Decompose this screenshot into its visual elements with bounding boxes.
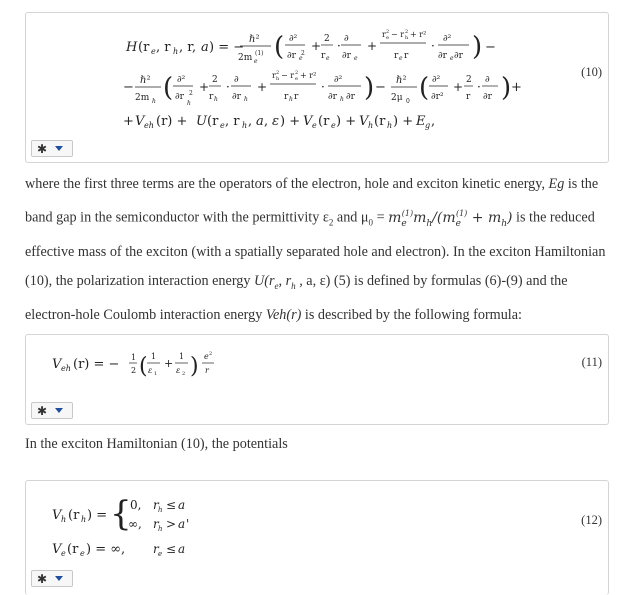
- paragraph-text: where the first three terms are the operators of the electron, hole and exciton kinetic energy, Eg is the band gap in the semiconductor with the permittivity $\varepsilon_2$ and $\mu_0 = m_e^{(1)}m_h/(m_e^{(1)} + m_h)$ is the reduced effective mass of the exciton (with a spatially separated hole and electron). In the exciton Hamiltonian (10), the polarization interaction energy $U(r_e$, $r_h$ , a, ε) (5) is defined by formulas (6)-(9) and the electron-hole Coulomb interaction energy Veh(r) is described by the following formula:: [25, 176, 606, 324]
- svg-text:h: h: [61, 515, 67, 524]
- svg-text:0,: 0,: [130, 498, 142, 512]
- svg-text:0: 0: [406, 98, 410, 105]
- svg-text:V: V: [52, 357, 62, 372]
- svg-text:V: V: [135, 114, 145, 129]
- svg-text:r: r: [382, 30, 386, 39]
- gear-icon: ✱: [37, 403, 48, 418]
- svg-text:·: ·: [431, 39, 435, 53]
- svg-text:2: 2: [131, 366, 137, 375]
- svg-text:(: (: [274, 32, 285, 62]
- svg-text:2: 2: [276, 70, 280, 76]
- svg-text:∂: ∂: [344, 34, 349, 44]
- svg-text:g: g: [425, 121, 431, 130]
- svg-text:≤: ≤: [166, 542, 177, 556]
- svg-text:, r: , r: [156, 40, 171, 55]
- svg-text:) +: ) +: [280, 114, 301, 129]
- svg-text:h: h: [276, 76, 280, 82]
- svg-text:a: a: [178, 498, 186, 512]
- svg-text:∂r: ∂r: [483, 92, 492, 102]
- svg-text:) = ∞,: ) = ∞,: [86, 542, 126, 557]
- svg-text:∞,: ∞,: [128, 517, 142, 531]
- svg-text:− r: − r: [281, 71, 295, 80]
- svg-text:2: 2: [182, 371, 186, 377]
- svg-text:e: e: [158, 550, 163, 558]
- svg-text:∂r: ∂r: [438, 51, 447, 61]
- svg-text:,: ,: [431, 114, 436, 129]
- svg-text:e: e: [312, 121, 317, 130]
- svg-text:1: 1: [179, 352, 185, 361]
- svg-text:+: +: [511, 80, 522, 95]
- svg-text:e: e: [220, 121, 225, 130]
- svg-text:r: r: [294, 92, 299, 102]
- svg-text:r: r: [272, 71, 276, 80]
- svg-text:2m: 2m: [238, 53, 253, 63]
- svg-text:−: −: [485, 40, 496, 55]
- svg-text:) = −: ) = −: [209, 40, 245, 55]
- chevron-down-icon: [55, 576, 63, 581]
- svg-text:∂r: ∂r: [346, 92, 355, 102]
- svg-text:V: V: [303, 114, 313, 129]
- reduced-mass-formula: $m_e^{(1)}m_h/(m_e^{(1)} + m_h)$: [388, 209, 513, 229]
- svg-text:(r) +: (r) +: [156, 114, 188, 129]
- math-menu-button[interactable]: [31, 402, 73, 419]
- svg-text:h: h: [187, 100, 191, 107]
- svg-text:2: 2: [466, 75, 472, 85]
- svg-text:2: 2: [295, 70, 299, 76]
- svg-text:a: a: [178, 542, 186, 556]
- svg-text:e: e: [450, 55, 454, 62]
- equation-box-10: [25, 12, 609, 163]
- svg-text:r: r: [394, 51, 399, 61]
- svg-text:2m: 2m: [135, 93, 150, 103]
- svg-text:(r: (r: [68, 508, 80, 523]
- svg-text:h: h: [387, 121, 393, 130]
- svg-text:·: ·: [337, 39, 341, 53]
- svg-text:∂: ∂: [485, 75, 490, 85]
- svg-text:+: +: [257, 80, 268, 94]
- svg-text:,: ,: [248, 114, 253, 129]
- svg-text:h: h: [158, 525, 163, 533]
- equation-12: [50, 491, 280, 565]
- svg-text:h: h: [173, 47, 179, 56]
- svg-text:2: 2: [212, 75, 218, 85]
- equation-box-11: [25, 334, 609, 425]
- svg-text:ℏ²: ℏ²: [249, 34, 260, 45]
- svg-text:e: e: [151, 47, 156, 56]
- svg-text:e: e: [254, 58, 258, 65]
- svg-text:ε: ε: [148, 366, 153, 375]
- svg-text:(r: (r: [67, 542, 79, 557]
- svg-text:e: e: [299, 55, 303, 62]
- svg-text:, r,: , r,: [179, 40, 197, 55]
- svg-text:r: r: [321, 51, 326, 61]
- band-gap-symbol: Eg: [548, 176, 565, 192]
- svg-text:ℏ²: ℏ²: [396, 75, 407, 86]
- svg-text:2: 2: [301, 50, 305, 57]
- svg-text:∂r: ∂r: [287, 51, 296, 61]
- svg-text:r: r: [153, 542, 159, 556]
- svg-text:≤: ≤: [166, 498, 177, 512]
- svg-text:r: r: [466, 92, 471, 102]
- svg-text:ε: ε: [272, 114, 279, 129]
- svg-text:eh: eh: [144, 121, 154, 130]
- svg-text:2μ: 2μ: [391, 93, 403, 103]
- coulomb-energy-symbol: Veh(r): [265, 307, 302, 324]
- equation-10: [121, 27, 634, 139]
- svg-text:ℏ²: ℏ²: [140, 75, 151, 86]
- svg-text:1: 1: [151, 352, 157, 361]
- svg-text:(r: (r: [374, 114, 386, 129]
- svg-text:): ): [472, 32, 483, 62]
- equation-box-12: [25, 480, 609, 595]
- svg-text:(r: (r: [318, 114, 330, 129]
- math-menu-button[interactable]: [31, 570, 73, 587]
- svg-text:) +: ) +: [393, 114, 414, 129]
- svg-text:+: +: [199, 80, 210, 94]
- svg-text:∂: ∂: [234, 75, 239, 85]
- svg-text:U: U: [196, 114, 207, 129]
- svg-text:∂r: ∂r: [454, 51, 463, 61]
- svg-text:) =: ) =: [87, 508, 108, 523]
- svg-text:r: r: [153, 517, 159, 531]
- svg-text:e: e: [326, 55, 330, 62]
- svg-text:r: r: [153, 498, 159, 512]
- svg-text:) +: ) +: [336, 114, 357, 129]
- svg-text:−: −: [375, 80, 386, 95]
- equation-number: (11): [581, 355, 602, 369]
- svg-text:eh: eh: [61, 364, 71, 373]
- svg-text:e: e: [80, 549, 85, 558]
- svg-text:r: r: [205, 366, 209, 375]
- svg-text:(r: (r: [138, 40, 150, 55]
- equation-number: (10): [581, 65, 602, 79]
- svg-text:∂²: ∂²: [289, 34, 298, 44]
- svg-text:∂²: ∂²: [177, 75, 186, 85]
- gear-icon: ✱: [37, 571, 48, 586]
- svg-text:e: e: [295, 76, 298, 82]
- svg-text:∂r: ∂r: [328, 92, 337, 102]
- svg-text:−: −: [123, 80, 134, 95]
- svg-text:H: H: [126, 40, 138, 55]
- svg-text:': ': [186, 517, 190, 531]
- svg-text:+: +: [311, 39, 322, 53]
- svg-text:2: 2: [324, 34, 330, 44]
- svg-text:r: r: [284, 92, 289, 102]
- svg-text:+: +: [367, 39, 378, 53]
- svg-text:V: V: [52, 542, 62, 557]
- svg-text:r: r: [209, 92, 214, 102]
- equation-11: [50, 345, 270, 385]
- svg-text:1: 1: [131, 353, 137, 362]
- svg-text:(1): (1): [255, 50, 264, 57]
- svg-text:(: (: [419, 73, 430, 103]
- svg-text:V: V: [359, 114, 369, 129]
- svg-text:): ): [364, 73, 375, 103]
- svg-text:>: >: [166, 517, 177, 531]
- svg-text:): ): [501, 73, 512, 103]
- svg-text:h: h: [242, 121, 248, 130]
- svg-text:h: h: [340, 96, 344, 103]
- svg-text:h: h: [152, 98, 156, 105]
- svg-text:): ): [190, 354, 199, 379]
- svg-text:E: E: [416, 114, 426, 129]
- svg-text:ε: ε: [176, 366, 181, 375]
- svg-text:∂²: ∂²: [334, 75, 343, 85]
- chevron-down-icon: [55, 146, 63, 151]
- svg-text:e: e: [204, 352, 209, 361]
- svg-text:∂r: ∂r: [342, 51, 351, 61]
- svg-text:h: h: [214, 96, 218, 103]
- gear-icon: ✱: [37, 141, 48, 156]
- svg-text:∂r: ∂r: [232, 92, 241, 102]
- svg-text:e: e: [399, 55, 403, 62]
- svg-text:h: h: [289, 96, 293, 103]
- svg-text:(r: (r: [207, 114, 219, 129]
- svg-text:∂r²: ∂r²: [431, 92, 444, 102]
- svg-text:1: 1: [154, 371, 158, 377]
- svg-text:2: 2: [189, 90, 193, 97]
- svg-text:·: ·: [477, 80, 481, 94]
- svg-text:+: +: [123, 114, 134, 129]
- svg-text:∂r: ∂r: [175, 92, 184, 102]
- svg-text:2: 2: [405, 29, 409, 35]
- svg-text:h: h: [158, 506, 163, 514]
- svg-text:r: r: [404, 51, 409, 61]
- svg-text:h: h: [368, 121, 374, 130]
- svg-text:2: 2: [209, 351, 213, 357]
- svg-text:e: e: [354, 55, 358, 62]
- paragraph-text: In the exciton Hamiltonian (10), the potentials: [25, 436, 288, 452]
- svg-text:h: h: [405, 35, 409, 41]
- svg-text:,: ,: [264, 114, 269, 129]
- svg-text:− r: − r: [391, 30, 405, 39]
- svg-text:, r: , r: [225, 114, 240, 129]
- svg-text:h: h: [244, 96, 248, 103]
- svg-text:a: a: [256, 114, 264, 129]
- svg-text:{: {: [110, 494, 132, 534]
- svg-text:(: (: [139, 354, 148, 379]
- chevron-down-icon: [55, 408, 63, 413]
- svg-text:a: a: [201, 40, 209, 55]
- svg-text:e: e: [386, 35, 389, 41]
- svg-text:+: +: [453, 80, 464, 94]
- svg-text:∂²: ∂²: [443, 34, 452, 44]
- svg-text:+ r²: + r²: [300, 71, 317, 80]
- svg-text:(r) = −: (r) = −: [73, 357, 120, 372]
- equation-number: (12): [581, 513, 602, 527]
- svg-text:h: h: [81, 515, 87, 524]
- svg-text:∂²: ∂²: [432, 75, 441, 85]
- svg-text:+ r²: + r²: [410, 30, 427, 39]
- svg-text:·: ·: [321, 80, 325, 94]
- svg-text:e: e: [61, 549, 66, 558]
- svg-text:+: +: [164, 357, 174, 370]
- math-menu-button[interactable]: [31, 140, 73, 157]
- svg-text:2: 2: [386, 29, 390, 35]
- svg-text:(: (: [163, 73, 174, 103]
- svg-text:V: V: [52, 508, 62, 523]
- svg-text:·: ·: [226, 80, 230, 94]
- svg-text:a: a: [178, 517, 186, 531]
- svg-text:e: e: [331, 121, 336, 130]
